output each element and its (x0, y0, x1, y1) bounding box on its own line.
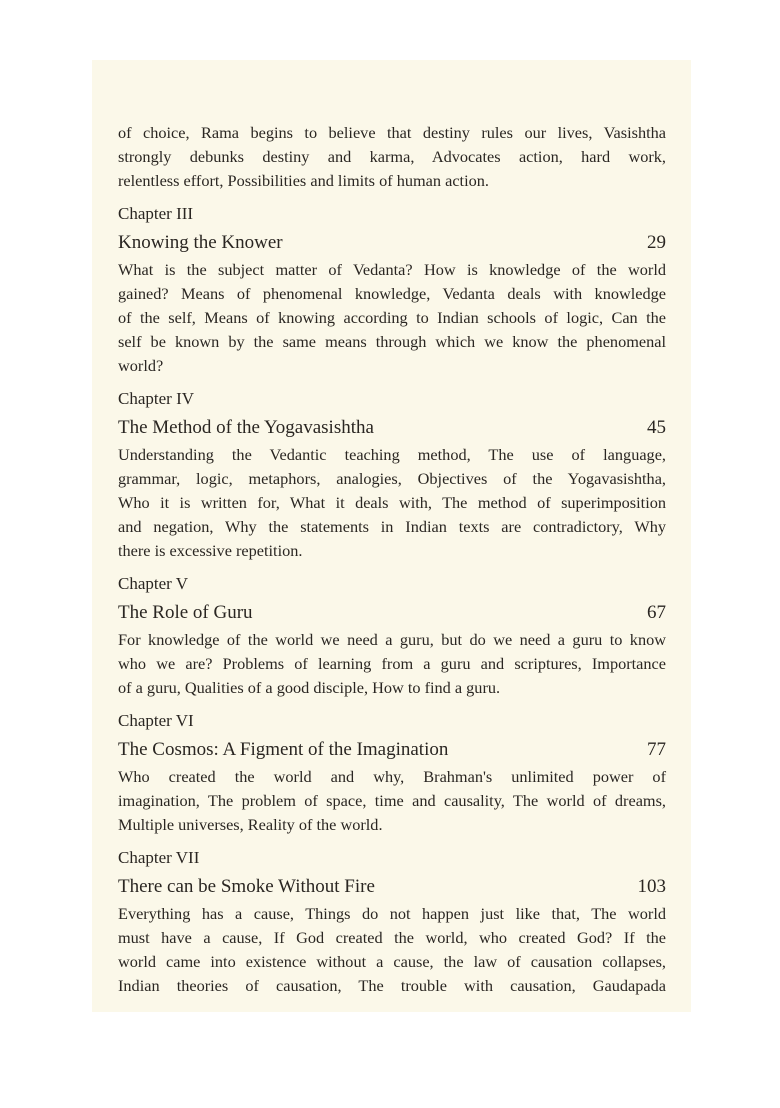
text-line: grammar, logic, metaphors, analogies, Objectives of the Yogavasishtha, (118, 469, 666, 488)
text-line: Understanding the Vedantic teaching method, The use of language, (118, 445, 666, 464)
text-line: and negation, Why the statements in Indian texts are contradictory, Why (118, 517, 666, 536)
chapter-title: The Cosmos: A Figment of the Imagination (118, 739, 449, 760)
text-line: strongly debunks destiny and karma, Advocates action, hard work, (118, 147, 666, 166)
text-line: Who created the world and why, Brahman's unlimited power of (118, 767, 666, 786)
text-line: For knowledge of the world we need a guru, but do we need a guru to know (118, 630, 666, 649)
text-line: must have a cause, If God created the world, who created God? If the (118, 928, 666, 947)
text-line: self be known by the same means through which we know the phenomenal (118, 332, 666, 351)
chapter-description (118, 902, 666, 998)
chapter-title-row (118, 413, 666, 443)
intro-paragraph (118, 121, 666, 193)
text-line: Multiple universes, Reality of the world. (118, 815, 383, 834)
text-line: Everything has a cause, Things do not happen just like that, The world (118, 904, 666, 923)
chapter-entry (118, 707, 666, 837)
chapter-title-row (118, 598, 666, 628)
text-line: world? (118, 356, 164, 375)
book-page (92, 60, 691, 1012)
page-number: 67 (647, 602, 666, 623)
text-line: there is excessive repetition. (118, 541, 303, 560)
chapter-description (118, 765, 666, 837)
page-number: 29 (647, 232, 666, 253)
chapter-title: Knowing the Knower (118, 232, 283, 253)
chapter-label: Chapter VI (118, 711, 194, 730)
chapter-title-row (118, 872, 666, 902)
chapter-title-row (118, 228, 666, 258)
text-line: imagination, The problem of space, time and causality, The world of dreams, (118, 791, 666, 810)
text-line: Indian theories of causation, The trouble with causation, Gaudapada (118, 976, 666, 995)
chapter-label: Chapter IV (118, 389, 195, 408)
chapter-title: The Role of Guru (118, 602, 253, 623)
text-line: Who it is written for, What it deals with, The method of superimposition (118, 493, 666, 512)
text-line: of choice, Rama begins to believe that destiny rules our lives, Vasishtha (118, 123, 666, 142)
text-line: relentless effort, Possibilities and limits of human action. (118, 171, 489, 190)
text-line: What is the subject matter of Vedanta? How is knowledge of the world (118, 260, 666, 279)
chapter-title: The Method of the Yogavasishtha (118, 417, 374, 438)
chapter-label: Chapter V (118, 574, 189, 593)
page-number: 77 (647, 739, 666, 760)
chapter-entry (118, 385, 666, 563)
chapter-description (118, 628, 666, 700)
chapter-description (118, 443, 666, 563)
text-line: of the self, Means of knowing according to Indian schools of logic, Can the (118, 308, 666, 327)
text-line: who we are? Problems of learning from a guru and scriptures, Importance (118, 654, 666, 673)
table-of-contents (118, 121, 666, 998)
chapter-title: There can be Smoke Without Fire (118, 876, 375, 897)
text-line: of a guru, Qualities of a good disciple, How to find a guru. (118, 678, 501, 697)
page-number: 45 (647, 417, 666, 438)
chapter-entry (118, 844, 666, 998)
chapter-entry (118, 570, 666, 700)
chapter-label: Chapter VII (118, 848, 200, 867)
text-line: gained? Means of phenomenal knowledge, Vedanta deals with knowledge (118, 284, 666, 303)
chapter-title-row (118, 735, 666, 765)
chapter-label: Chapter III (118, 204, 194, 223)
text-line: world came into existence without a cause, the law of causation collapses, (118, 952, 666, 971)
page-number: 103 (637, 876, 666, 897)
chapter-description (118, 258, 666, 378)
chapter-entry (118, 200, 666, 378)
